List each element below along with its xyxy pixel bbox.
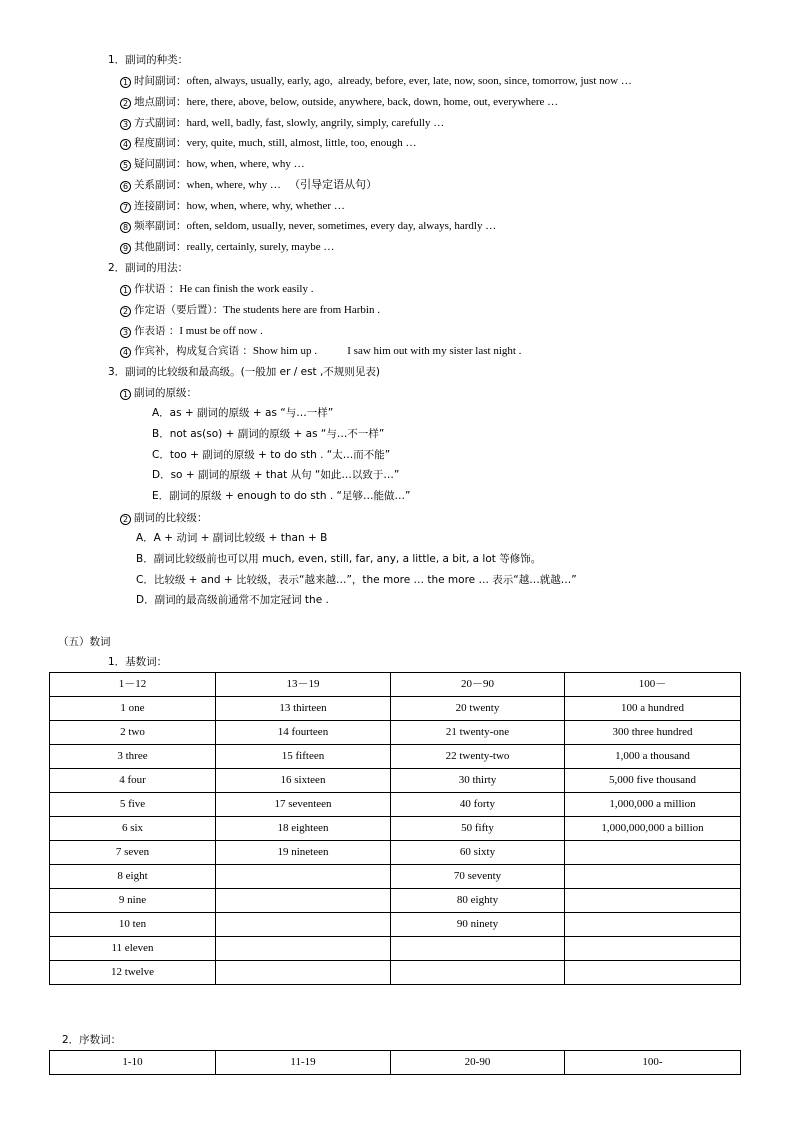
ordinal-title: 2．序数词： [62,1034,122,1046]
table-cell: 90 ninety [391,913,565,937]
circled-number-icon: 3 [120,327,131,338]
list-item: E．副词的原级 + enough to do sth . “足够…能做…” [152,490,411,502]
list-item [120,74,632,88]
item-text: often, always, usually, early, ago, already, before, ever, late, now, soon, since, tomorrow, just now … [186,75,632,87]
table-cell: 1,000,000,000 a billion [565,817,741,841]
table-cell: 50 fifty [391,817,565,841]
list-item [120,178,377,192]
item-label: 频率副词： [134,220,187,233]
table-cell: 100－ [565,673,741,697]
list-item [120,136,416,150]
numerals-heading: （五）数词 [58,636,111,648]
table-cell [216,865,391,889]
list-item [120,116,444,130]
table-cell: 40 forty [391,793,565,817]
table-cell [216,913,391,937]
table-cell [565,913,741,937]
table-cell: 19 nineteen [216,841,391,865]
table-cell: 13 thirteen [216,697,391,721]
list-item [120,344,521,358]
table-cell: 70 seventy [391,865,565,889]
table-cell: 1,000,000 a million [565,793,741,817]
list-item: D．副词的最高级前通常不加定冠词 the . [136,594,329,607]
table-cell: 60 sixty [391,841,565,865]
table-cell: 22 twenty-two [391,745,565,769]
table-cell: 16 sixteen [216,769,391,793]
item-text: very, quite, much, still, almost, little, too, enough … [186,137,417,150]
table-header-row [50,673,741,697]
table-row [50,841,741,865]
table-cell: 1 one [50,697,216,721]
circled-number-icon: 2 [120,98,131,109]
section-2-title: 2．副词的用法： [108,262,189,274]
circled-number-icon: 4 [120,347,131,358]
table-row [50,721,741,745]
table-cell: 13－19 [216,673,391,697]
section-1-title: 1．副词的种类： [108,54,189,66]
table-cell: 100 a hundred [565,697,741,721]
table-cell: 7 seven [50,841,216,865]
ordinal-numbers-table [49,1050,741,1075]
table-cell: 6 six [50,817,216,841]
item-label: 程度副词： [134,137,187,150]
circled-number-icon: 9 [120,243,131,254]
table-cell: 300 three hundred [565,721,741,745]
list-item: D．so + 副词的原级 + that 从句 “如此…以致于…” [152,469,400,482]
table-cell: 10 ten [50,913,216,937]
item-text: here, there, above, below, outside, anywhere, back, down, home, out, everywhere … [186,95,559,108]
positive-degree-heading [120,386,197,400]
table-row [50,961,741,985]
circled-number-icon: 1 [120,389,131,400]
table-cell: 5 five [50,793,216,817]
circled-number-icon: 7 [120,202,131,213]
comparative-degree-heading [120,511,208,525]
item-label: 作宾补，构成复合宾语 ： [134,345,253,358]
item-label: 关系副词： [134,178,187,191]
item-label: 时间副词： [134,75,187,87]
list-item [120,199,345,213]
item-text: He can finish the work easily . [179,283,314,295]
list-item [120,157,305,171]
list-item [120,95,558,109]
table-cell: 11 eleven [50,937,216,961]
table-cell: 3 three [50,745,216,769]
table-cell [391,961,565,985]
item-label: 作表语 ： [134,324,180,337]
table-cell: 1-10 [50,1051,216,1075]
table-cell [565,841,741,865]
circled-number-icon: 1 [120,285,131,296]
table-cell: 4 four [50,769,216,793]
table-cell: 2 two [50,721,216,745]
table-cell: 100- [565,1051,741,1075]
list-item [120,324,263,338]
table-row [50,769,741,793]
table-cell: 15 fifteen [216,745,391,769]
item-label: 作定语（要后置）： [134,303,224,316]
table-cell [216,961,391,985]
table-cell: 14 fourteen [216,721,391,745]
table-cell: 1－12 [50,673,216,697]
item-text: how, when, where, why … [186,158,305,170]
list-item [120,303,380,317]
circled-number-icon: 2 [120,514,131,525]
item-text: when, where, why … （引导定语从句） [186,178,378,191]
item-text: often, seldom, usually, never, sometimes, every day, always, hardly … [186,220,497,233]
list-item: C．too + 副词的原级 + to do sth . “太…而不能” [152,448,391,461]
table-cell: 18 eighteen [216,817,391,841]
table-row [50,697,741,721]
table-cell: 30 thirty [391,769,565,793]
item-text: I must be off now . [179,324,263,337]
circled-number-icon: 6 [120,181,131,192]
comparative-degree-label: 副词的比较级： [134,512,208,524]
table-cell: 20 twenty [391,697,565,721]
item-label: 地点副词： [134,95,187,108]
list-item: B．副词比较级前也可以用 much, even, still, far, any, a little, a bit, a lot 等修饰。 [136,552,542,565]
table-cell [565,865,741,889]
list-item: A．as + 副词的原级 + as “与…一样” [152,407,334,419]
circled-number-icon: 8 [120,222,131,233]
table-cell: 1,000 a thousand [565,745,741,769]
item-text: The students here are from Harbin . [223,303,380,316]
table-cell [216,889,391,913]
circled-number-icon: 3 [120,119,131,130]
table-cell: 8 eight [50,865,216,889]
table-cell: 20-90 [391,1051,565,1075]
circled-number-icon: 4 [120,139,131,150]
table-cell [565,937,741,961]
table-row [50,889,741,913]
item-text: Show him up . I saw him out with my sister last night . [252,345,522,358]
circled-number-icon: 5 [120,160,131,171]
table-cell: 12 twelve [50,961,216,985]
list-item [120,282,313,296]
circled-number-icon: 1 [120,77,131,88]
table-cell: 11-19 [216,1051,391,1075]
table-row [50,865,741,889]
table-cell: 80 eighty [391,889,565,913]
table-row [50,937,741,961]
table-cell: 20－90 [391,673,565,697]
cardinal-title: 1．基数词： [108,656,168,668]
item-label: 疑问副词： [134,158,187,170]
item-text: how, when, where, why, whether … [186,199,345,212]
table-row [50,913,741,937]
list-item [120,240,334,254]
table-cell [565,961,741,985]
table-cell [216,937,391,961]
cardinal-numbers-table [49,672,741,985]
table-row [50,793,741,817]
list-item: B．not as(so) + 副词的原级 + as “与…不一样” [152,427,385,440]
positive-degree-label: 副词的原级： [134,387,197,399]
table-row [50,745,741,769]
table-header-row [50,1051,741,1075]
table-cell: 5,000 five thousand [565,769,741,793]
section-3-title: 3．副词的比较级和最高级。(一般加 er / est ,不规则见表) [108,366,380,378]
table-cell: 9 nine [50,889,216,913]
table-cell [391,937,565,961]
table-cell: 21 twenty-one [391,721,565,745]
list-item [120,219,496,233]
list-item: C．比较级 + and + 比较级，表示“越来越…”，the more … the more … 表示“越…就越…” [136,573,577,586]
table-cell: 17 seventeen [216,793,391,817]
item-label: 作状语 ： [134,283,180,295]
list-item: A．A + 动词 + 副词比较级 + than + B [136,532,328,544]
item-label: 其他副词： [134,241,187,253]
item-label: 方式副词： [134,116,187,129]
table-row [50,817,741,841]
circled-number-icon: 2 [120,306,131,317]
item-text: hard, well, badly, fast, slowly, angrily, simply, carefully … [186,116,445,129]
item-label: 连接副词： [134,199,187,212]
item-text: really, certainly, surely, maybe … [186,241,335,253]
table-cell [565,889,741,913]
